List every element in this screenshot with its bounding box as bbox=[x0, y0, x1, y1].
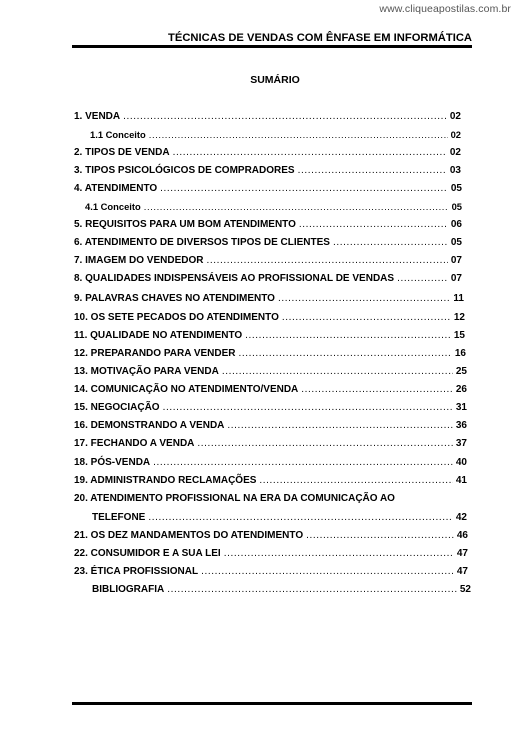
toc-entry-page: 03 bbox=[449, 165, 461, 176]
toc-leader-dots bbox=[160, 183, 448, 194]
toc-entry bbox=[74, 255, 462, 269]
toc-leader-dots bbox=[224, 548, 454, 559]
toc-entry bbox=[74, 384, 467, 398]
toc-entry-label: 19. ADMINISTRANDO RECLAMAÇÕES bbox=[74, 475, 257, 486]
toc-leader-dots bbox=[301, 384, 453, 395]
toc-leader-dots bbox=[144, 201, 449, 212]
toc-entry bbox=[74, 330, 465, 344]
toc-leader-dots bbox=[239, 348, 452, 359]
toc-entry-page: 47 bbox=[456, 548, 468, 559]
toc-leader-dots bbox=[282, 312, 451, 323]
toc-entry bbox=[74, 348, 466, 362]
toc-leader-dots bbox=[167, 584, 457, 595]
toc-leader-dots bbox=[173, 147, 447, 158]
toc-leader-dots bbox=[148, 512, 453, 523]
toc-entry bbox=[74, 183, 462, 197]
toc-entry-label: 7. IMAGEM DO VENDEDOR bbox=[74, 255, 204, 266]
toc-entry-label: 21. OS DEZ MANDAMENTOS DO ATENDIMENTO bbox=[74, 530, 304, 541]
toc-entry-label: 15. NEGOCIAÇÃO bbox=[74, 402, 160, 413]
toc-entry-page: 41 bbox=[455, 475, 467, 486]
toc-leader-dots bbox=[197, 438, 452, 449]
toc-entry bbox=[90, 129, 461, 143]
toc-entry bbox=[74, 366, 467, 380]
toc-entry-label: 22. CONSUMIDOR E A SUA LEI bbox=[74, 548, 221, 559]
toc-leader-dots bbox=[298, 165, 447, 176]
toc-leader-dots bbox=[206, 255, 447, 266]
toc-entry-label: 1. VENDA bbox=[74, 111, 121, 122]
toc-entry bbox=[74, 402, 467, 416]
toc-entry-label: BIBLIOGRAFIA bbox=[92, 584, 165, 595]
toc-entry-page: 15 bbox=[453, 330, 465, 341]
toc-entry bbox=[85, 201, 462, 215]
toc-entry-page: 47 bbox=[456, 566, 468, 577]
toc-leader-dots bbox=[333, 237, 448, 248]
toc-entry-page: 31 bbox=[455, 402, 467, 413]
toc-leader-dots bbox=[163, 402, 453, 413]
toc-entry-label: 17. FECHANDO A VENDA bbox=[74, 438, 195, 449]
toc-entry-page: 06 bbox=[450, 219, 462, 230]
toc-entry-label: 8. QUALIDADES INDISPENSÁVEIS AO PROFISSIONAL DE VENDAS bbox=[74, 273, 395, 284]
toc-entry bbox=[74, 457, 467, 471]
toc-entry-page: 02 bbox=[449, 147, 461, 158]
toc-entry bbox=[74, 566, 468, 580]
toc-entry-page: 26 bbox=[455, 384, 467, 395]
toc-entry-label: 12. PREPARANDO PARA VENDER bbox=[74, 348, 236, 359]
toc-leader-dots bbox=[397, 273, 448, 284]
toc-entry bbox=[74, 147, 461, 161]
toc-entry-label: 23. ÉTICA PROFISSIONAL bbox=[74, 566, 199, 577]
toc-entry bbox=[74, 548, 468, 562]
toc-leader-dots bbox=[149, 129, 448, 140]
toc-leader-dots bbox=[306, 530, 454, 541]
toc-entry-label: 4. ATENDIMENTO bbox=[74, 183, 158, 194]
toc-entry-page: 07 bbox=[450, 255, 462, 266]
toc-entry-page: 05 bbox=[450, 237, 462, 248]
toc-entry-page: 37 bbox=[455, 438, 467, 449]
toc-leader-dots bbox=[153, 457, 453, 468]
toc-entry bbox=[74, 273, 462, 287]
toc-entry-label: 10. OS SETE PECADOS DO ATENDIMENTO bbox=[74, 312, 279, 323]
toc-entry-page: 42 bbox=[455, 512, 467, 523]
toc-entry bbox=[92, 512, 467, 526]
footer-rule bbox=[72, 702, 472, 705]
toc-entry bbox=[74, 293, 464, 307]
toc-entry-page: 02 bbox=[449, 111, 461, 122]
toc-entry bbox=[74, 420, 467, 434]
toc-entry-label: TELEFONE bbox=[92, 512, 146, 523]
toc-entry-page: 07 bbox=[450, 273, 462, 284]
toc-entry bbox=[74, 219, 462, 233]
toc-entry bbox=[74, 475, 467, 489]
toc-leader-dots bbox=[201, 566, 454, 577]
toc-entry bbox=[74, 493, 467, 507]
toc-entry-page: 40 bbox=[455, 457, 467, 468]
toc-entry-page: 05 bbox=[451, 201, 462, 212]
toc-entry-label: 1.1 Conceito bbox=[90, 129, 146, 140]
toc-leader-dots bbox=[227, 420, 452, 431]
toc-entry-page: 05 bbox=[450, 183, 462, 194]
toc-entry-label: 2. TIPOS DE VENDA bbox=[74, 147, 170, 158]
toc-entry bbox=[74, 165, 461, 179]
toc-entry-label: 16. DEMONSTRANDO A VENDA bbox=[74, 420, 225, 431]
toc-entry bbox=[92, 584, 471, 598]
toc-entry-page: 16 bbox=[454, 348, 466, 359]
toc-entry-label: 3. TIPOS PSICOLÓGICOS DE COMPRADORES bbox=[74, 165, 295, 176]
toc-entry-label: 20. ATENDIMENTO PROFISSIONAL NA ERA DA COMUNICAÇÃO AO bbox=[74, 493, 395, 504]
toc-leader-dots bbox=[222, 366, 453, 377]
toc-entry bbox=[74, 438, 467, 452]
watermark-url: www.cliqueapostilas.com.br bbox=[379, 3, 511, 15]
toc-leader-dots bbox=[123, 111, 447, 122]
toc-entry bbox=[74, 312, 465, 326]
toc-entry-page: 12 bbox=[453, 312, 465, 323]
document-header-title: TÉCNICAS DE VENDAS COM ÊNFASE EM INFORMÁTICA bbox=[168, 32, 472, 44]
toc-entry-page: 02 bbox=[450, 129, 461, 140]
toc-entry-label: 9. PALAVRAS CHAVES NO ATENDIMENTO bbox=[74, 293, 275, 304]
toc-entry-label: 4.1 Conceito bbox=[85, 201, 141, 212]
toc-entry-label: 5. REQUISITOS PARA UM BOM ATENDIMENTO bbox=[74, 219, 296, 230]
toc-entry-page: 11 bbox=[453, 293, 464, 304]
summary-title: SUMÁRIO bbox=[250, 74, 300, 86]
toc-entry-label: 14. COMUNICAÇÃO NO ATENDIMENTO/VENDA bbox=[74, 384, 299, 395]
toc-entry-page: 52 bbox=[459, 584, 471, 595]
toc-entry-page: 46 bbox=[456, 530, 468, 541]
toc-entry-label: 6. ATENDIMENTO DE DIVERSOS TIPOS DE CLIENTES bbox=[74, 237, 330, 248]
toc-entry-label: 18. PÓS-VENDA bbox=[74, 457, 151, 468]
toc-entry-page: 25 bbox=[455, 366, 467, 377]
toc-entry-label: 13. MOTIVAÇÃO PARA VENDA bbox=[74, 366, 219, 377]
toc-entry bbox=[74, 530, 468, 544]
toc-entry bbox=[74, 237, 462, 251]
toc-entry-label: 11. QUALIDADE NO ATENDIMENTO bbox=[74, 330, 243, 341]
toc-leader-dots bbox=[245, 330, 451, 341]
toc-leader-dots bbox=[259, 475, 452, 486]
toc-leader-dots bbox=[299, 219, 448, 230]
toc-entry-page: 36 bbox=[455, 420, 467, 431]
toc-leader-dots bbox=[278, 293, 450, 304]
toc-entry bbox=[74, 111, 461, 125]
